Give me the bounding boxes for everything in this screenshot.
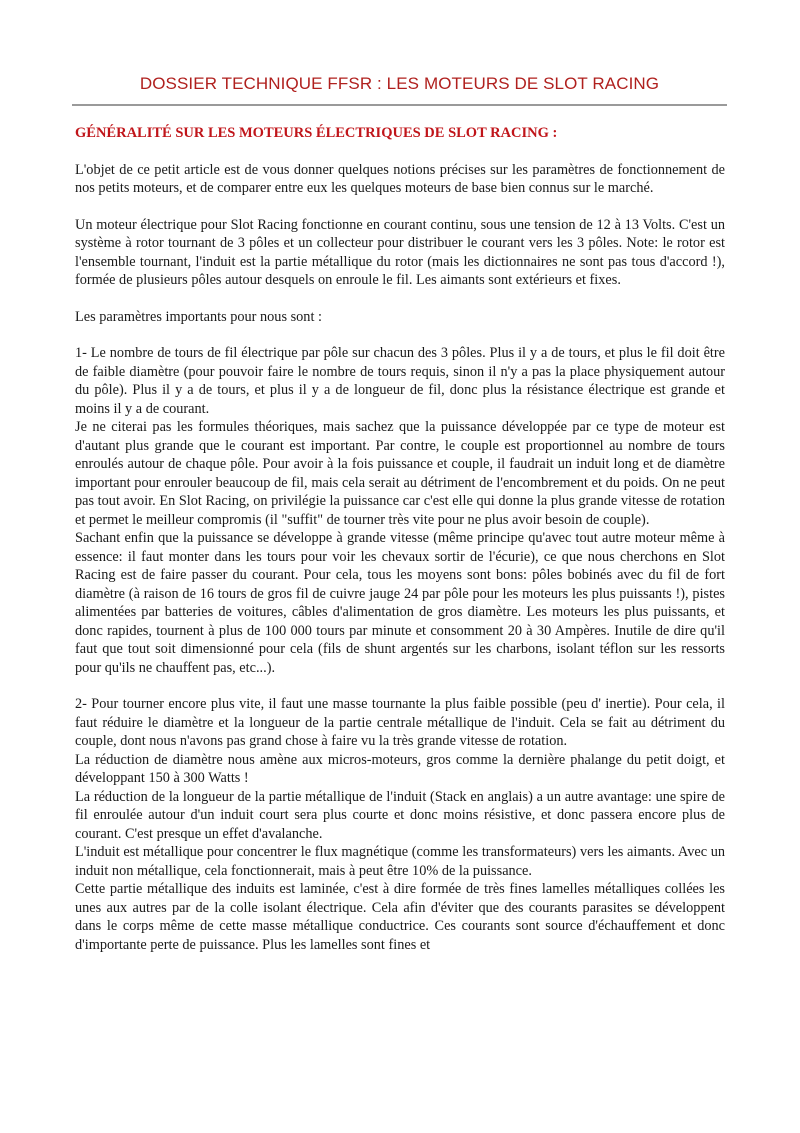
- paragraph-power-torque: Je ne citerai pas les formules théoriques, mais sachez que la puissance développée par ce type de moteur est d'autant plus grande que le courant est important. Par contre, le couple est proportionnel au nombre de tours enroulés autour de chaque pôle. Pour avoir à la fois puissance et couple, il faudrait un induit long et de diamètre important pour enrouler beaucoup de fil, mais cela serait au détriment de l'encombrement et du poids. On ne peut pas tout avoir. En Slot Racing, on privilégie la puissance car c'est elle qui donne la plus grande vitesse de rotation et permet le meilleur compromis (il "suffit" de tourner très vite pour ne plus avoir besoin de couple).: [75, 419, 725, 528]
- paragraph-gap: [75, 290, 725, 308]
- paragraph-laminated: Cette partie métallique des induits est laminée, c'est à dire formée de très fines lamelles métalliques collées les unes aux autres par de la colle isolant électrique. Cela afin d'éviter que des courants parasites se développent dans le corps même de cette masse métallique conductrice. Ces courants sont source d'échauffement et donc d'importante perte de puissance. Plus les lamelles sont fines et: [75, 881, 725, 953]
- section-heading: GÉNÉRALITÉ SUR LES MOTEURS ÉLECTRIQUES DE SLOT RACING :: [75, 125, 558, 141]
- article-body: [75, 124, 725, 954]
- paragraph-length: La réduction de la longueur de la partie métallique de l'induit (Stack en anglais) a un autre avantage: une spire de fil enroulée autour d'un induit court sera plus courte et donc moins résistive, et donc passera encore plus de courant. C'est presque un effet d'avalanche.: [75, 788, 725, 842]
- paragraph-intro: L'objet de ce petit article est de vous donner quelques notions précises sur les paramètres de fonctionnement de nos petits moteurs, et de comparer entre eux les quelques moteurs de base bien connus sur le marché.: [75, 161, 725, 196]
- paragraph-metallic: L'induit est métallique pour concentrer le flux magnétique (comme les transformateurs) vers les aimants. Avec un induit non métallique, cela fonctionnerait, mais à peut être 10% de la puissance.: [75, 844, 725, 879]
- paragraph-diameter: La réduction de diamètre nous amène aux micros-moteurs, gros comme la dernière phalange du petit doigt, et développant 150 à 300 Watts !: [75, 751, 725, 786]
- paragraph-motor-description: Un moteur électrique pour Slot Racing fonctionne en courant continu, sous une tension de 12 à 13 Volts. C'est un système à rotor tournant de 3 pôles et un collecteur pour distribuer le courant vers les 3 pôles. Note: le rotor est l'ensemble tournant, l'induit est la partie métallique du rotor (mais les dictionnaires ne sont pas tous d'accord !), formée de plusieurs pôles autour desquels on enroule le fil. Les aimants sont extérieurs et fixes.: [75, 216, 725, 288]
- header-divider: [72, 104, 727, 106]
- paragraph-point-1: 1- Le nombre de tours de fil électrique par pôle sur chacun des 3 pôles. Plus il y a de tours, et plus le fil doit être de faible diamètre (pour pouvoir faire le nombre de tours requis, sinon il n'y a pas la place physiquement autour du pôle). Plus il y a de tours, et plus il y a de longueur de fil, donc plus la résistance électrique est grande et moins il y a de courant.: [75, 345, 725, 417]
- paragraph-current: Sachant enfin que la puissance se développe à grande vitesse (même principe qu'avec tout autre moteur même à essence: il faut monter dans les tours pour voir les chevaux sortir de l'écurie), ce que nous cherchons en Slot Racing est de faire passer du courant. Pour cela, tous les moyens sont bons: pôles bobinés avec du fil de fort diamètre (à raison de 16 tours de gros fil de cuivre jauge 24 par pôle pour les moteurs les plus puissants !), pistes alimentées par batteries de voitures, câbles d'alimentation de gros diamètre. Les moteurs les plus puissants, et donc rapides, tournent à plus de 100 000 tours par minute et consomment 20 à 30 Ampères. Inutile de dire qu'il faut que tout soit dimensionné pour cela (fils de shunt argentés sur les charbons, isolant téflon sur les ressorts pour qu'ils ne chauffent pas, etc...).: [75, 530, 725, 676]
- paragraph-parameters-intro: Les paramètres importants pour nous sont :: [75, 308, 322, 325]
- paragraph-point-2: 2- Pour tourner encore plus vite, il faut une masse tournante la plus faible possible (peu d' inertie). Pour cela, il faut réduire le diamètre et la longueur de la partie centrale métallique de l'induit. Cela se fait au détriment du couple, dont nous n'avons pas grand chose à faire vu la très grande vitesse de rotation.: [75, 696, 725, 749]
- document-title: DOSSIER TECHNIQUE FFSR : LES MOTEURS DE SLOT RACING: [139, 74, 660, 93]
- paragraph-gap: [75, 326, 725, 344]
- paragraph-gap: [75, 198, 725, 216]
- paragraph-gap: [75, 677, 725, 695]
